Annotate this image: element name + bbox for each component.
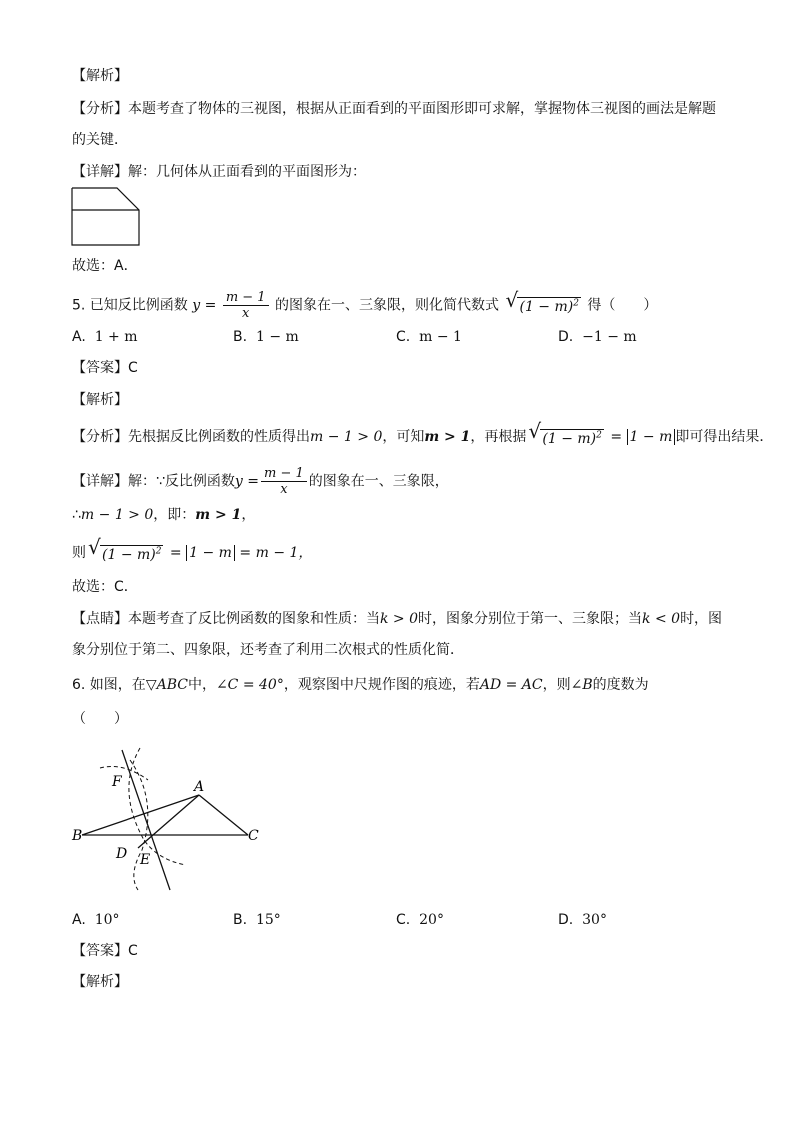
q5-sqrt-expr — [505, 294, 580, 318]
q5-stem-mid: 的图象在一、三象限，则化简代数式 — [275, 297, 500, 314]
q5-detail-frac-num: m − 1 — [261, 466, 307, 482]
q5-dianjing-k2: k < 0 — [642, 611, 681, 627]
analysis-line-1: 【分析】本题考查了物体的三视图，根据从正面看到的平面图形即可求解，掌握物体三视图的画法是解题 — [72, 101, 716, 117]
q5-frac-num: m − 1 — [223, 290, 269, 306]
option-letter: A. — [72, 912, 86, 928]
q5-ze-abs: 1 − m — [186, 545, 235, 561]
q5-analysis-abs: 1 − m — [627, 429, 676, 445]
q6-angle-c: ∠C = 40° — [215, 677, 284, 693]
q5-ze-sqrt-power: 2 — [155, 546, 162, 556]
q6-stem-d: ，则 — [542, 677, 571, 693]
q6-option-b[interactable] — [233, 910, 281, 930]
q5-sqrt-power: 2 — [573, 298, 579, 309]
q5-option-a[interactable] — [72, 327, 138, 347]
q5-therefore-m: m > 1 — [195, 507, 242, 523]
choice-line-1: 故选：A． — [72, 258, 138, 274]
q5-analysis-m: m > 1 — [424, 428, 471, 445]
q6-angle-b: ∠B — [570, 677, 593, 693]
q5-frac-den: x — [242, 306, 250, 321]
q6-paren: （ ） — [72, 711, 128, 727]
q6-stem-c: ，观察图中尺规作图的痕迹，若 — [283, 677, 480, 693]
q5-analysis-d: 即可得出结果． — [675, 428, 774, 445]
q5-analysis-ineq: m − 1 > 0 — [310, 428, 383, 445]
q5-fraction — [223, 290, 269, 321]
option-text: 1 + m — [94, 329, 138, 345]
q6-option-a[interactable] — [72, 910, 120, 930]
option-text: 10° — [94, 912, 120, 928]
q5-choice: 故选：C． — [72, 579, 138, 595]
q5-stem-start: 5. 已知反比例函数 — [72, 297, 188, 314]
q5-detail-frac-den: x — [280, 482, 288, 497]
label-c: C — [248, 828, 259, 844]
q5-y-eq: y = — [192, 297, 217, 314]
q5-ze-line: 则√ $(1 - m)^2 = 1 - m = m - 1$， — [72, 541, 312, 565]
q5-therefore-ineq: m − 1 > 0 — [80, 507, 154, 523]
q5-option-b[interactable] — [233, 327, 299, 347]
q5-analysis-sqrt-power: 2 — [596, 430, 602, 440]
question-6 — [72, 675, 649, 695]
front-view-figure — [71, 187, 141, 247]
jiexi-heading-1: 【解析】 — [72, 68, 128, 84]
option-text: 20° — [419, 912, 444, 928]
q5-detail-b: 的图象在一、三象限， — [308, 473, 449, 490]
label-e: E — [140, 852, 151, 868]
q5-therefore-sym: ∴ — [72, 507, 81, 523]
q6-ad-ac: AD = AC — [479, 677, 543, 693]
option-letter: B. — [233, 912, 248, 928]
option-letter: D. — [558, 912, 574, 928]
option-letter: A. — [72, 329, 86, 345]
q5-analysis-sqrt — [528, 425, 603, 449]
q6-stem-e: 的度数为 — [592, 677, 649, 693]
q5-jiexi-heading: 【解析】 — [72, 392, 128, 408]
question-5 — [72, 290, 657, 321]
q5-dianjing-a: 【点睛】本题考查了反比例函数的图象和性质：当 — [72, 611, 380, 627]
q5-dianjing-b: 时，图象分别位于第一、三象限；当 — [418, 611, 643, 627]
q6-stem-b: 中， — [187, 677, 216, 693]
option-text: 1 − m — [255, 329, 299, 345]
q5-ze-tail: = m − 1， — [239, 544, 313, 561]
q5-detail-fraction — [261, 466, 307, 497]
q5-answer: 【答案】C — [72, 360, 138, 376]
label-b: B — [72, 828, 83, 844]
q6-answer: 【答案】C — [72, 943, 138, 959]
q5-option-c[interactable] — [396, 327, 462, 347]
option-letter: B. — [233, 329, 248, 345]
q5-dianjing-k1: k > 0 — [380, 611, 419, 627]
q5-detail-y-eq: y = — [234, 473, 260, 490]
q6-geometry-figure — [68, 740, 268, 900]
q5-analysis-a: 【分析】先根据反比例函数的性质得出 — [72, 428, 310, 445]
q5-analysis-c: ，再根据 — [470, 428, 527, 445]
q5-ze-sqrt-inner: (1 − m) — [102, 546, 156, 563]
q5-therefore-c: ， — [241, 507, 256, 523]
label-d: D — [116, 846, 128, 862]
q5-detail — [72, 466, 449, 497]
q6-jiexi-heading: 【解析】 — [72, 974, 128, 990]
option-letter: D. — [558, 329, 574, 345]
q5-stem-tail: 得（ ） — [587, 297, 658, 314]
q5-dianjing-line-1 — [72, 609, 722, 629]
q5-therefore-b: ，即： — [153, 507, 196, 523]
option-letter: C. — [396, 329, 411, 345]
q5-analysis-sqrt-inner: (1 − m) — [542, 430, 597, 447]
q5-analysis: 【分析】先根据反比例函数的性质得出m − 1 > 0，可知m > 1，再根据√ $(1 - m)^2 = 1 - m$ 即可得出结果． — [72, 425, 773, 449]
q6-option-c[interactable] — [396, 910, 444, 930]
q6-triangle: ▽ABC — [145, 677, 188, 693]
q5-analysis-b: ，可知 — [382, 428, 425, 445]
label-f: F — [112, 774, 122, 790]
q5-detail-a: 【详解】解：∵反比例函数 — [72, 473, 235, 490]
option-text: 15° — [255, 912, 281, 928]
option-letter: C. — [396, 912, 411, 928]
q5-therefore — [72, 505, 255, 525]
q5-ze-sqrt — [88, 541, 163, 565]
q5-dianjing-line-2: 象分别位于第二、四象限，还考查了利用二次根式的性质化简． — [72, 642, 464, 658]
option-text: −1 − m — [582, 329, 637, 345]
q5-option-d[interactable] — [558, 327, 637, 347]
option-text: 30° — [582, 912, 607, 928]
q5-ze: 则 — [72, 544, 86, 561]
label-a: A — [194, 779, 205, 795]
detail-line: 【详解】解：几何体从正面看到的平面图形为： — [72, 164, 366, 180]
q5-dianjing-c: 时，图 — [680, 611, 723, 627]
q5-sqrt-inner: (1 − m) — [519, 299, 574, 316]
q6-option-d[interactable] — [558, 910, 607, 930]
option-text: m − 1 — [419, 329, 462, 345]
analysis-line-2: 的关键． — [72, 132, 128, 148]
q6-stem-a: 6. 如图，在 — [72, 677, 146, 693]
